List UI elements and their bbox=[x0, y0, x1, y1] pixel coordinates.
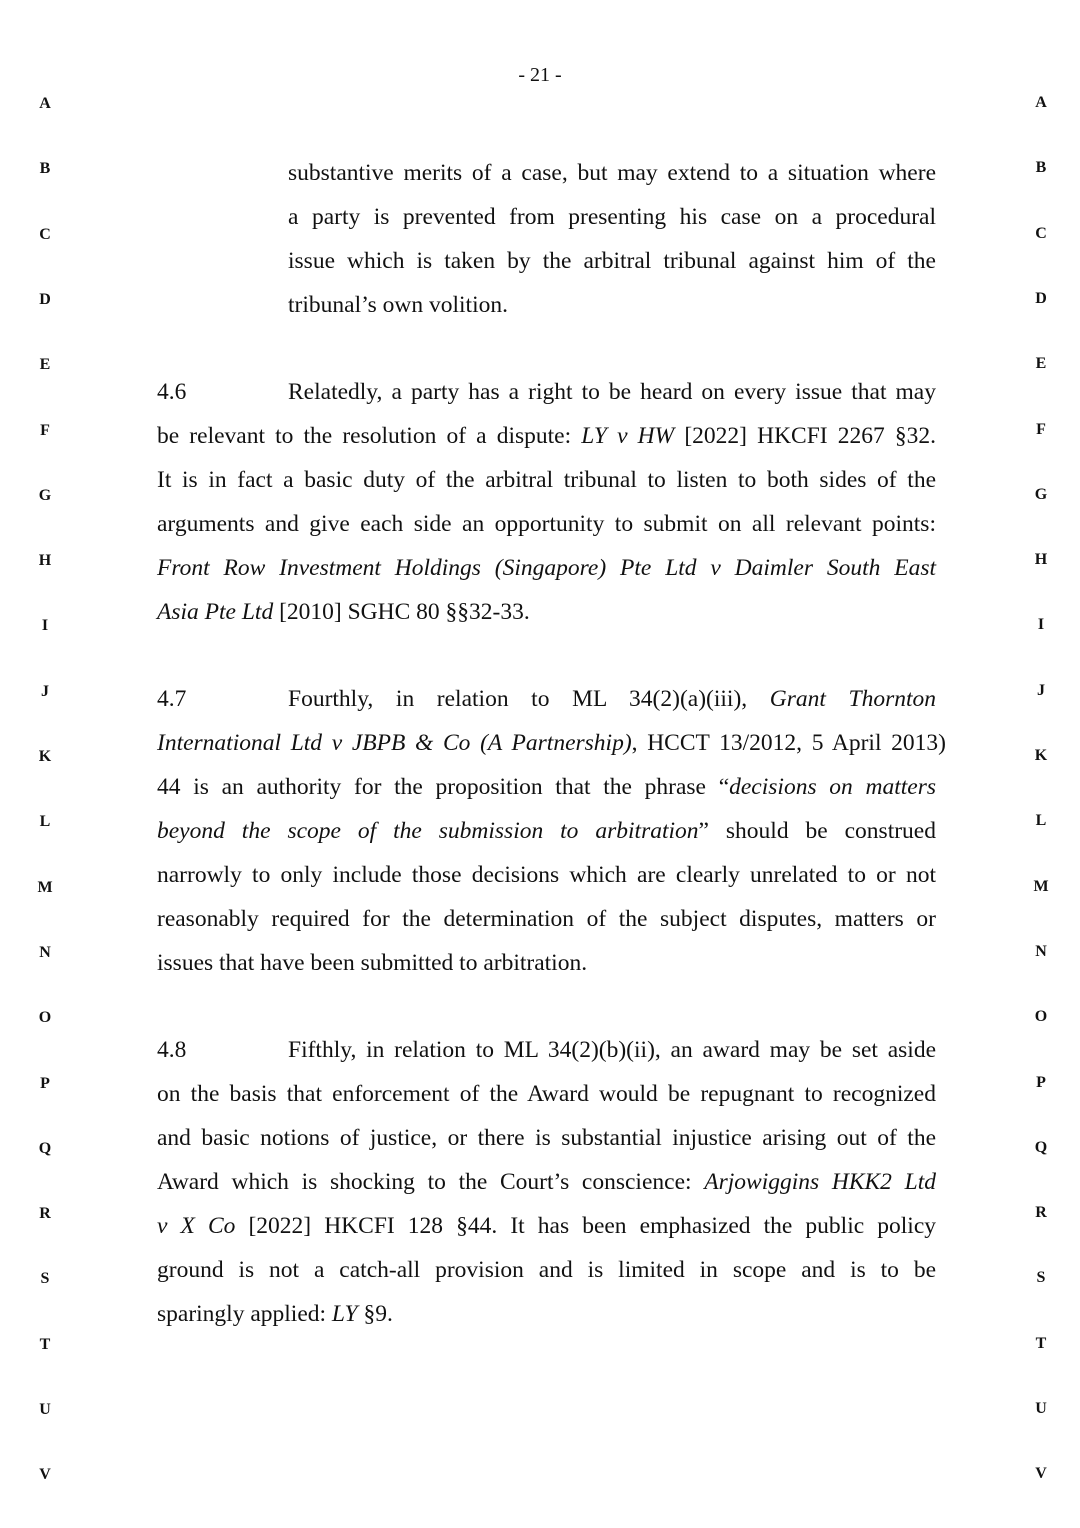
right-margin-letter: C bbox=[1035, 224, 1047, 242]
right-margin-letter: G bbox=[1034, 485, 1048, 503]
right-margin-letter: Q bbox=[1034, 1138, 1048, 1156]
left-margin-letter: Q bbox=[38, 1139, 52, 1157]
left-margin-letter: T bbox=[39, 1335, 51, 1353]
left-margin-letter: H bbox=[38, 552, 52, 570]
left-margin-letter: L bbox=[39, 813, 51, 831]
right-margin-letter: N bbox=[1035, 942, 1047, 960]
right-margin-letter: D bbox=[1035, 289, 1047, 307]
case-citation: Front Row Investment Holdings (Singapore) Pte Ltd v Daimler South East bbox=[157, 555, 936, 581]
case-citation: Grant Thornton bbox=[769, 686, 937, 712]
quote-line: issue which is taken by the arbitral tribunal against him of the bbox=[288, 248, 936, 274]
left-margin-letter: R bbox=[39, 1205, 51, 1223]
right-margin-letter: A bbox=[1035, 94, 1047, 111]
case-citation: LY bbox=[331, 1301, 358, 1327]
right-margin-letter: L bbox=[1035, 812, 1047, 830]
right-margin-letter: S bbox=[1036, 1269, 1046, 1287]
left-margin-letter: B bbox=[39, 160, 51, 178]
left-margin-letter: G bbox=[38, 486, 52, 504]
left-margin-letter: S bbox=[40, 1270, 50, 1288]
quote-line: a party is prevented from presenting his case on a procedural bbox=[288, 204, 936, 230]
left-margin-letter: C bbox=[39, 225, 51, 243]
left-margin-letter: N bbox=[39, 943, 51, 961]
right-margin-letter: M bbox=[1033, 877, 1049, 895]
right-margin-letter: F bbox=[1036, 420, 1046, 438]
paragraph-4-6: 4.6 Relatedly, a party has a right to be heard on every issue that may be relevant to the resolution of a dispute: LY v HW [2022] HKCFI 2267 §32. It is in fact a basic duty of the arbitral tribunal to listen to both sides of the arguments and give each side an opportunity to submit on all relevant points: Front Row Investment Holdings (Singapore) Pte Ltd v Daimler South East Asia Pte Ltd [2010] SGHC 80 §§32-33. bbox=[157, 370, 936, 634]
right-margin-letter: R bbox=[1035, 1204, 1047, 1222]
case-citation: LY v HW bbox=[581, 423, 675, 449]
paragraph-4-7: 4.7 Fourthly, in relation to ML 34(2)(a)(iii), Grant Thornton International Ltd v JBPB & Co (A Partnership), HCCT 13/2012, 5 April 2013) 44 is an authority for the proposition that the phrase “decisions on matters beyond the scope of the submission to arbitration” should be construed narrowly to only include those decisions which are clearly unrelated to or not reasonably required for the determination of the subject disputes, matters or issues that have been submitted to arbitration. bbox=[157, 677, 936, 985]
paragraph-number: 4.6 bbox=[157, 379, 187, 405]
quote-line: substantive merits of a case, but may extend to a situation where bbox=[288, 160, 936, 186]
paragraph-number: 4.7 bbox=[157, 686, 187, 712]
quoted-phrase: decisions on matters bbox=[729, 774, 936, 800]
paragraph-number: 4.8 bbox=[157, 1037, 187, 1063]
right-margin-letter: V bbox=[1035, 1465, 1047, 1483]
case-citation: Arjowiggins HKK2 Ltd bbox=[704, 1169, 936, 1195]
left-margin-letter: K bbox=[38, 748, 52, 765]
left-margin-letter: I bbox=[41, 617, 49, 635]
case-citation: International Ltd v JBPB & Co (A Partnership) bbox=[157, 730, 632, 756]
right-margin-letter: O bbox=[1034, 1008, 1048, 1026]
left-margin-letter: A bbox=[39, 95, 51, 112]
quote-line: tribunal’s own volition. bbox=[288, 292, 508, 318]
right-margin-letter: E bbox=[1035, 355, 1047, 373]
page-number: - 21 - bbox=[518, 64, 562, 86]
right-margin-letter: K bbox=[1034, 747, 1048, 764]
left-margin-letter: E bbox=[39, 356, 51, 374]
right-margin-letter: I bbox=[1037, 616, 1045, 634]
quoted-phrase: beyond the scope of the submission to arbitration bbox=[157, 818, 699, 844]
left-margin-letter: M bbox=[37, 878, 53, 896]
right-margin-letter: H bbox=[1034, 551, 1048, 569]
left-margin-letter: O bbox=[38, 1009, 52, 1027]
left-margin-letter: F bbox=[40, 421, 50, 439]
case-citation: v X Co bbox=[157, 1213, 236, 1239]
paragraph-4-8: 4.8 Fifthly, in relation to ML 34(2)(b)(ii), an award may be set aside on the basis that enforcement of the Award would be repugnant to recognized and basic notions of justice, or there is substantial injustice arising out of the Award which is shocking to the Court’s conscience: Arjowiggins HKK2 Ltd v X Co [2022] HKCFI 128 §44. It has been emphasized the public policy ground is not a catch-all provision and is limited in scope and is to be sparingly applied: LY §9. bbox=[157, 1028, 936, 1336]
right-margin-letter: J bbox=[1037, 681, 1045, 699]
right-margin-letter: T bbox=[1035, 1334, 1047, 1352]
left-margin-letter: J bbox=[41, 682, 49, 700]
left-margin-letter: D bbox=[39, 290, 51, 308]
left-margin-letter: U bbox=[39, 1401, 51, 1418]
right-margin-letter: P bbox=[1036, 1073, 1046, 1091]
left-margin-letter: P bbox=[40, 1074, 50, 1092]
quote-block bbox=[288, 151, 936, 327]
left-margin-letter: V bbox=[39, 1466, 51, 1484]
right-margin-letter: B bbox=[1035, 159, 1047, 177]
case-citation: Asia Pte Ltd bbox=[157, 599, 274, 625]
right-margin-letter: U bbox=[1035, 1400, 1047, 1417]
